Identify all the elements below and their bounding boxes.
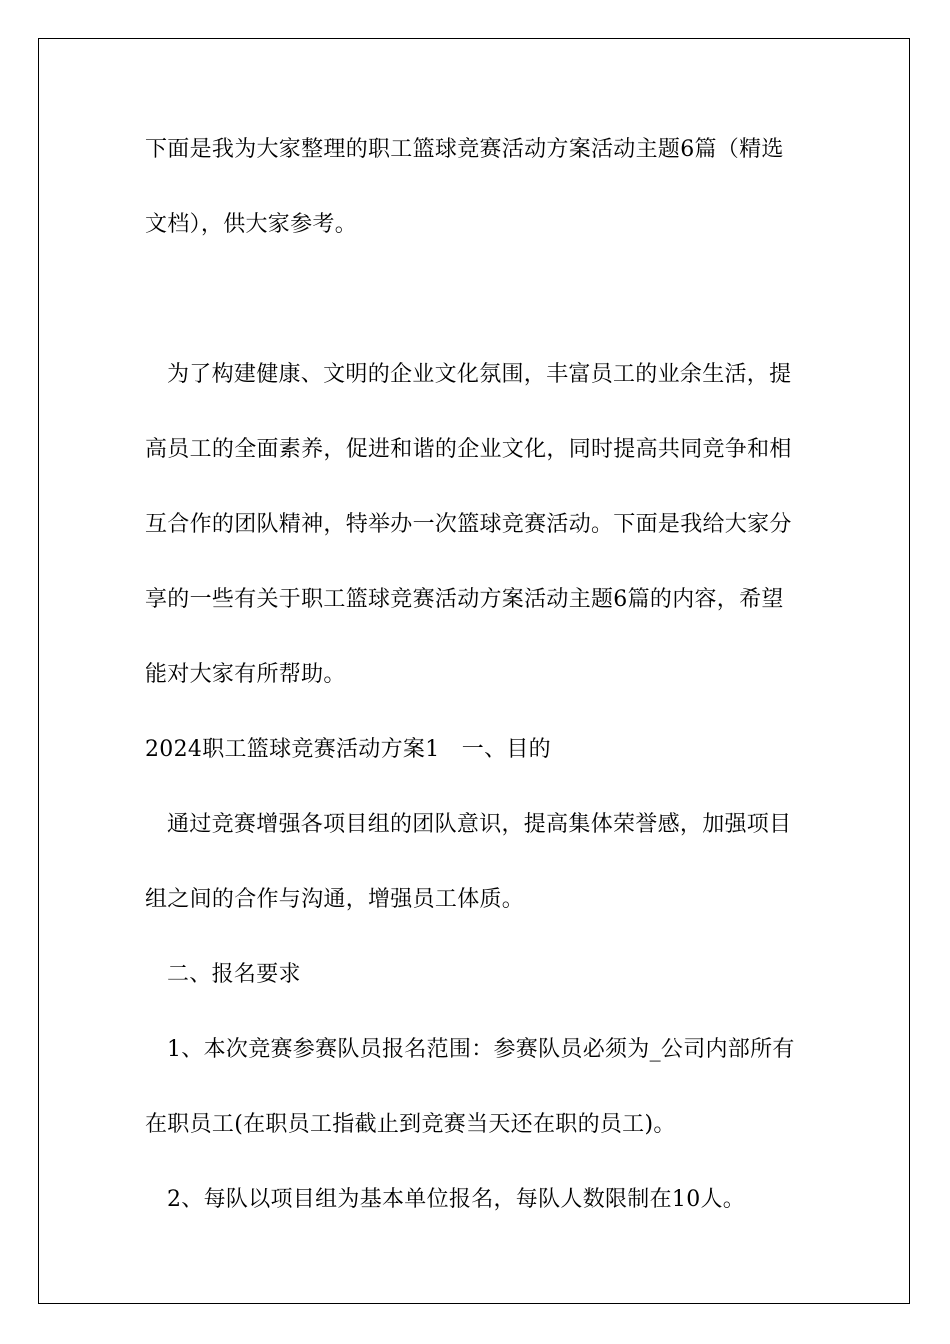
intro-line-2: 文档），供大家参考。 (145, 212, 358, 237)
preface-line-3: 互合作的团队精神，特举办一次篮球竞赛活动。下面是我给大家分 (145, 512, 792, 537)
preface-line-2: 高员工的全面素养，促进和谐的企业文化，同时提高共同竞争和相 (145, 437, 792, 462)
purpose-line-1: 通过竞赛增强各项目组的团队意识，提高集体荣誉感，加强项目 (167, 812, 792, 837)
subsection-heading: 二、报名要求 (167, 962, 301, 987)
preface-line-5: 能对大家有所帮助。 (145, 662, 346, 687)
purpose-line-2: 组之间的合作与沟通，增强员工体质。 (145, 887, 525, 912)
requirement-1-line-1: 1、本次竞赛参赛队员报名范围：参赛队员必须为_公司内部所有 (167, 1037, 795, 1062)
section-heading: 2024职工篮球竞赛活动方案1 一、目的 (145, 737, 551, 762)
preface-line-1: 为了构建健康、文明的企业文化氛围，丰富员工的业余生活，提 (167, 362, 792, 387)
intro-line-1: 下面是我为大家整理的职工篮球竞赛活动方案活动主题6篇（精选 (145, 137, 784, 162)
requirement-2-line-1: 2、每队以项目组为基本单位报名，每队人数限制在10人。 (167, 1187, 746, 1212)
preface-line-4: 享的一些有关于职工篮球竞赛活动方案活动主题6篇的内容，希望 (145, 587, 784, 612)
requirement-1-line-2: 在职员工(在职员工指截止到竞赛当天还在职的员工)。 (145, 1112, 676, 1137)
